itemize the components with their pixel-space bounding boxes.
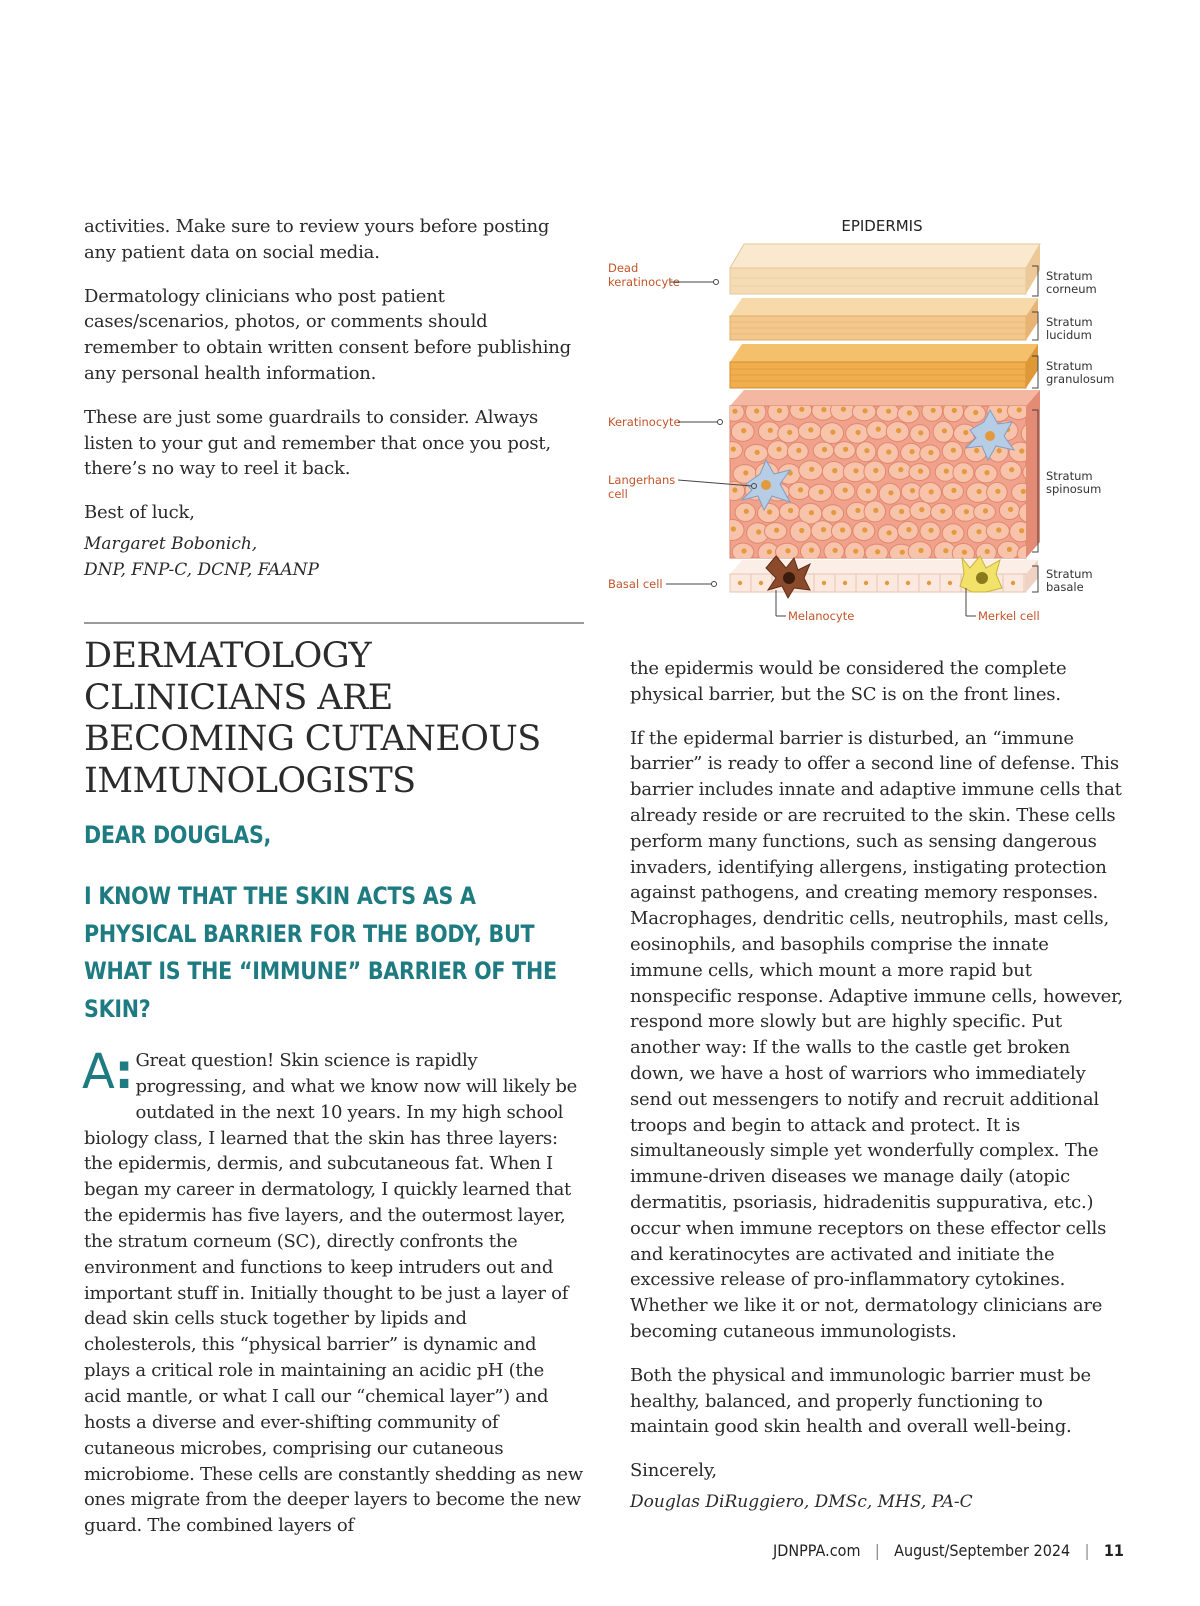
cell-nucleus — [910, 488, 915, 493]
cell-nucleus — [876, 427, 881, 432]
cell-nucleus — [767, 549, 772, 554]
intro-closing: Best of luck, — [84, 502, 195, 524]
cell-nucleus — [821, 407, 826, 412]
basal-nucleus — [738, 581, 742, 585]
basal-nucleus — [927, 581, 931, 585]
article-headline: DERMATOLOGY CLINICIANS ARE BECOMING CUTANEOUS IMMUNOLOGISTS — [84, 636, 541, 801]
cell-nucleus — [832, 468, 837, 473]
cell-nucleus — [962, 469, 967, 474]
label-spinosum-2: spinosum — [1046, 482, 1102, 496]
cell-nucleus — [983, 508, 988, 513]
article-right-column — [630, 656, 1124, 1516]
label-granulosum-1: Stratum — [1046, 359, 1093, 373]
answer-paragraph — [82, 1044, 584, 1539]
cell-nucleus — [931, 408, 936, 413]
layer-stratum-granulosum — [730, 344, 1038, 388]
label-basal-cell: Basal cell — [608, 577, 663, 591]
cell-nucleus — [1007, 547, 1012, 552]
cell-nucleus — [984, 470, 989, 475]
cell-nucleus — [996, 527, 1001, 532]
cell-nucleus — [840, 527, 845, 532]
cell-nucleus — [940, 509, 945, 514]
cell-nucleus — [888, 490, 893, 495]
cell-nucleus — [887, 530, 892, 535]
cell-nucleus — [756, 529, 761, 534]
label-langerhans-1: Langerhans — [608, 473, 676, 487]
cell-nucleus — [952, 408, 957, 413]
cell-nucleus — [856, 430, 861, 435]
basal-nucleus — [822, 581, 826, 585]
section-divider — [84, 622, 584, 624]
cell-nucleus — [962, 550, 967, 555]
cell-nucleus — [919, 507, 924, 512]
basal-nucleus — [885, 581, 889, 585]
cell-nucleus — [822, 447, 827, 452]
cell-nucleus — [743, 470, 748, 475]
cell-nucleus — [863, 408, 868, 413]
cell-nucleus — [974, 448, 979, 453]
cell-nucleus — [910, 449, 915, 454]
cell-nucleus — [1017, 407, 1022, 412]
cell-nucleus — [951, 488, 956, 493]
right-paragraph-3: Both the physical and immunologic barrier must be healthy, balanced, and properly functioning to maintain good skin health and overall well-being. — [630, 1364, 1091, 1438]
intro-signature-name: Margaret Bobonich, — [84, 533, 258, 554]
cell-nucleus — [1019, 448, 1024, 453]
layer-stratum-corneum — [730, 244, 1040, 294]
cell-nucleus — [907, 410, 912, 415]
cell-nucleus — [819, 489, 824, 494]
cell-nucleus — [1019, 528, 1024, 533]
cell-nucleus — [821, 527, 826, 532]
cell-nucleus — [843, 488, 848, 493]
cell-nucleus — [942, 428, 947, 433]
cell-nucleus — [918, 548, 923, 553]
intro-paragraph-1: activities. Make sure to review yours before posting any patient data on social media. — [84, 216, 550, 263]
intro-column — [84, 214, 584, 584]
intro-signature-credentials: DNP, FNP-C, DCNP, FAANP — [84, 559, 319, 580]
dear-line: DEAR DOUGLAS, — [84, 821, 272, 849]
epidermis-figure — [608, 212, 1128, 652]
cell-nucleus — [798, 487, 803, 492]
cell-nucleus — [785, 548, 790, 553]
page-footer — [773, 1541, 1124, 1560]
figure-title: EPIDERMIS — [841, 217, 923, 235]
label-dead-keratinocyte-2: keratinocyte — [608, 275, 680, 289]
cell-nucleus — [774, 528, 779, 533]
cell-nucleus — [841, 407, 846, 412]
label-melanocyte: Melanocyte — [788, 609, 855, 623]
cell-nucleus — [732, 487, 737, 492]
answer-drop-cap: A: — [82, 1044, 134, 1100]
footer-issue: August/September 2024 — [894, 1541, 1071, 1560]
footer-site: JDNPPA.com — [773, 1541, 861, 1560]
basal-nucleus — [864, 581, 868, 585]
cell-nucleus — [944, 469, 949, 474]
cell-nucleus — [896, 428, 901, 433]
basal-nucleus — [1011, 581, 1015, 585]
cell-nucleus — [731, 526, 736, 531]
label-langerhans-2: cell — [608, 487, 628, 501]
label-merkel-cell: Merkel cell — [978, 609, 1040, 623]
label-basale-2: basale — [1046, 580, 1084, 594]
label-spinosum-1: Stratum — [1046, 469, 1093, 483]
cell-nucleus — [886, 449, 891, 454]
bottom-labels — [776, 588, 1040, 623]
intro-paragraph-2: Dermatology clinicians who post patient cases/scenarios, photos, or comments should remember to obtain written consent before publishing any personal health information. — [84, 285, 571, 384]
footer-separator: | — [874, 1541, 880, 1560]
cell-nucleus — [830, 430, 835, 435]
cell-nucleus — [1008, 507, 1013, 512]
cell-nucleus — [929, 489, 934, 494]
cell-nucleus — [899, 509, 904, 514]
right-signature: Douglas DiRuggiero, DMSc, MHS, PA-C — [630, 1491, 973, 1512]
cell-nucleus — [853, 549, 858, 554]
intro-paragraph-3: These are just some guardrails to consider. Always listen to your gut and remember that once you post, there’s no way to reel it back. — [84, 406, 551, 480]
cell-nucleus — [768, 428, 773, 433]
cell-nucleus — [831, 510, 836, 515]
right-paragraph-2: If the epidermal barrier is disturbed, an “immune barrier” is ready to offer a second line of defense. This barrier includes innate and adaptive immune cells that already reside or are recruited to the skin. These cells perform many functions, such as sensing dangerous invaders, identifying allergens, instigating protection against pathogens, and creating memory responses. Macrophages, dendritic cells, neutrophils, mast cells, eosinophils, and basophils comprise the innate immune cells, which mount a more rapid but nonspecific response. Adaptive immune cells, however, respond more slowly but are highly specific. Put another way: If the walls to the castle get broken down, we have a host of warriors who immediately send out messengers to notify and recruit additional troops and begin to attack and protect. It is simultaneously simple yet wonderfully complex. The immune-driven diseases we manage daily (atopic dermatitis, psoriasis, hidradenitis suppurativa, etc.) occur when immune receptors on these effector cells and keratinocytes are activated and initiate the excessive release of pro-inflammatory cytokines. Whether we like it or not, dermatology clinicians are becoming cutaneous immunologists. — [630, 727, 1124, 1342]
cell-nucleus — [873, 508, 878, 513]
cell-nucleus — [985, 549, 990, 554]
cell-nucleus — [864, 448, 869, 453]
cell-nucleus — [741, 428, 746, 433]
cell-nucleus — [796, 448, 801, 453]
cell-nucleus — [900, 550, 905, 555]
cell-nucleus — [964, 509, 969, 514]
right-paragraph-1: the epidermis would be considered the complete physical barrier, but the SC is on the front lines. — [630, 658, 1067, 705]
basal-nucleus — [906, 581, 910, 585]
answer-text: Great question! Skin science is rapidly progressing, and what we know now will likely be outdated in the next 10 years. In my high school biology class, I learned that the skin has three layers: the epidermis, dermis, and subcutaneous fat. When I began my career in dermatology, I quickly learned that the epidermis has five layers, and the outermost layer, the stratum corneum (SC), directly confronts the environment and functions to keep intruders out and important stuff in. Initially thought to be just a layer of dead skin cells stuck together by lipids and cholesterols, this “physical barrier” is dynamic and plays a critical role in maintaining an acidic pH (the acid mantle, or what I call our “chemical layer”) and hosts a diverse and ever-shifting community of cutaneous microbes, comprising our cutaneous microbiome. These cells are constantly shedding as new ones migrate from the deeper layers to become the new guard. The combined layers of — [84, 1050, 583, 1537]
label-dead-keratinocyte-1: Dead — [608, 261, 639, 275]
cell-nucleus — [731, 447, 736, 452]
cell-nucleus — [776, 447, 781, 452]
page-number: 11 — [1103, 1541, 1124, 1560]
cell-nucleus — [952, 530, 957, 535]
cell-nucleus — [809, 548, 814, 553]
footer-separator-2: | — [1084, 1541, 1090, 1560]
cell-nucleus — [853, 468, 858, 473]
cell-nucleus — [997, 408, 1002, 413]
cell-nucleus — [928, 450, 933, 455]
cell-nucleus — [862, 527, 867, 532]
cell-nucleus — [732, 409, 737, 414]
cell-nucleus — [744, 509, 749, 514]
cell-nucleus — [995, 489, 1000, 494]
cell-nucleus — [898, 467, 903, 472]
right-closing: Sincerely, — [630, 1460, 717, 1482]
cell-nucleus — [1021, 489, 1026, 494]
cell-nucleus — [963, 430, 968, 435]
layer-stratum-lucidum — [730, 298, 1038, 340]
label-granulosum-2: granulosum — [1046, 372, 1115, 386]
right-labels — [1032, 266, 1114, 594]
cell-nucleus — [886, 409, 891, 414]
cell-nucleus — [866, 488, 871, 493]
cell-nucleus — [943, 548, 948, 553]
reader-question: I KNOW THAT THE SKIN ACTS AS A PHYSICAL BARRIER FOR THE BODY, BUT WHAT IS THE “IMMUNE” BARRIER OF THE SKIN? — [84, 882, 557, 1023]
label-lucidum-1: Stratum — [1046, 315, 1093, 329]
cell-nucleus — [755, 450, 760, 455]
cell-nucleus — [787, 430, 792, 435]
cell-nucleus — [918, 469, 923, 474]
cell-nucleus — [976, 529, 981, 534]
cell-nucleus — [997, 448, 1002, 453]
cell-nucleus — [977, 489, 982, 494]
basal-nucleus — [843, 581, 847, 585]
basal-nucleus — [948, 581, 952, 585]
label-basale-1: Stratum — [1046, 567, 1093, 581]
cell-nucleus — [767, 509, 772, 514]
cell-nucleus — [754, 408, 759, 413]
cell-nucleus — [929, 528, 934, 533]
cell-nucleus — [875, 549, 880, 554]
cell-nucleus — [809, 510, 814, 515]
cell-nucleus — [951, 448, 956, 453]
cell-nucleus — [799, 528, 804, 533]
label-corneum-2: corneum — [1046, 282, 1097, 296]
cell-nucleus — [788, 508, 793, 513]
cell-nucleus — [808, 427, 813, 432]
cell-nucleus — [741, 548, 746, 553]
cell-nucleus — [918, 430, 923, 435]
cell-nucleus — [833, 548, 838, 553]
cell-nucleus — [809, 467, 814, 472]
cell-nucleus — [777, 408, 782, 413]
cell-nucleus — [973, 410, 978, 415]
cell-nucleus — [799, 407, 804, 412]
basal-nucleus — [759, 581, 763, 585]
cell-nucleus — [843, 447, 848, 452]
label-lucidum-2: lucidum — [1046, 328, 1092, 342]
layer-stratum-spinosum — [721, 390, 1044, 563]
cell-nucleus — [873, 468, 878, 473]
label-corneum-1: Stratum — [1046, 269, 1093, 283]
cell-nucleus — [1009, 467, 1014, 472]
cell-nucleus — [906, 527, 911, 532]
label-keratinocyte: Keratinocyte — [608, 415, 681, 429]
cell-nucleus — [855, 508, 860, 513]
